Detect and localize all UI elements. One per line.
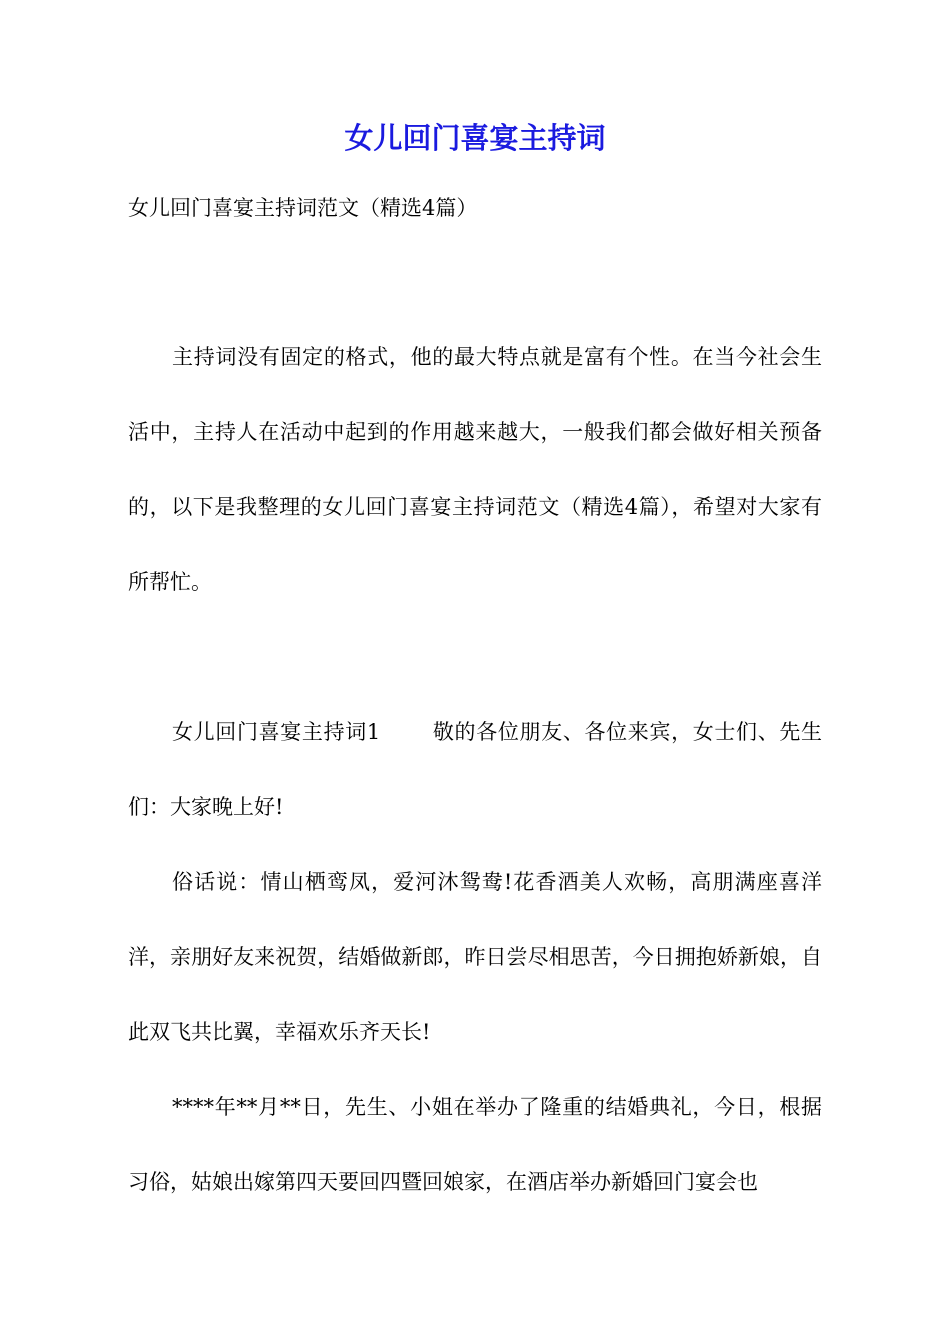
document-title: 女儿回门喜宴主持词 — [344, 121, 606, 155]
section-1-opening-paragraph — [128, 695, 822, 845]
document-subtitle: 女儿回门喜宴主持词范文（精选4篇） — [128, 196, 478, 220]
section-1-paragraph-3: ****年**月**日，先生、小姐在举办了隆重的结婚典礼，今日，根据习俗，姑娘出嫁第四天要回四暨回娘家，在酒店举办新婚回门宴会也 — [128, 1095, 822, 1194]
intro-paragraph: 主持词没有固定的格式，他的最大特点就是富有个性。在当今社会生活中，主持人在活动中起到的作用越来越大，一般我们都会做好相关预备的，以下是我整理的女儿回门喜宴主持词范文（精选4篇），希望对大家有所帮忙。 — [128, 345, 822, 594]
section-1-heading: 女儿回门喜宴主持词1 — [172, 720, 381, 744]
section-1-opening: 敬的各位朋友、各位来宾，女士们、先生们：大家晚上好! — [128, 720, 822, 819]
section-1-paragraph-2: 俗话说：情山栖鸾凤，爱河沐鸳鸯!花香酒美人欢畅，高朋满座喜洋洋，亲朋好友来祝贺，结婚做新郎，昨日尝尽相思苦，今日拥抱娇新娘，自此双飞共比翼，幸福欢乐齐天长! — [128, 870, 822, 1044]
